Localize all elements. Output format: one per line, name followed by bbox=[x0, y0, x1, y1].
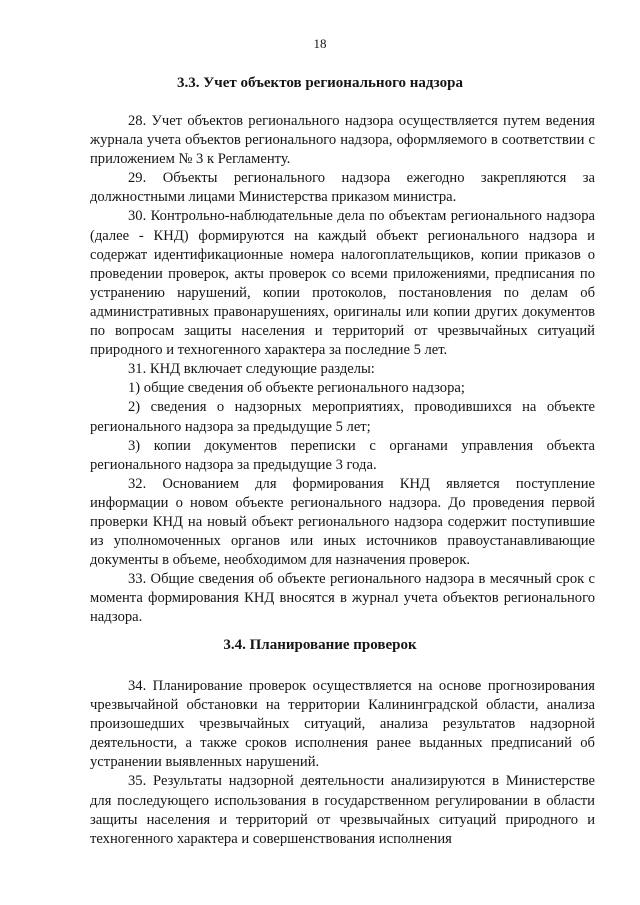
section-3-4-heading: 3.4. Планирование проверок bbox=[223, 637, 417, 653]
paragraph-28: 28. Учет объектов регионального надзора осуществляется путем ведения журнала учета объектов регионального надзора, оформляемого в соответствии с приложением № 3 к Регламенту. bbox=[90, 113, 595, 168]
paragraph-29: 29. Объекты регионального надзора ежегодно закрепляются за должностными лицами Министерства приказом министра. bbox=[90, 170, 595, 206]
section-3-4-body bbox=[90, 677, 595, 849]
paragraph-30: 30. Контрольно-наблюдательные дела по объектам регионального надзора (далее - КНД) формируются на каждый объект регионального надзора и содержат идентификационные номера налогоплательщиков, копии приказов о проведении проверок, акты проверок со всеми приложениями, предписания по устранению нарушений, копии протоколов, постановления по делам об административных правонарушениях, оригиналы или копии других документов по вопросам защиты населения и территорий от чрезвычайных ситуаций природного и техногенного характера за последние 5 лет. bbox=[90, 208, 595, 359]
section-3-3-body bbox=[90, 112, 595, 628]
paragraph-34: 34. Планирование проверок осуществляется на основе прогнозирования чрезвычайной обстановки на территории Калининградской области, анализа произошедших чрезвычайных ситуаций, анализа результатов надзорной деятельности, а также сроков исполнения ранее выданных предписаний об устранении выявленных нарушений. bbox=[90, 678, 595, 771]
list-item-1: 1) общие сведения об объекте регионального надзора; bbox=[128, 380, 465, 397]
paragraph-35: 35. Результаты надзорной деятельности анализируются в Министерстве для последующего использования в государственном регулировании в области защиты населения и территорий от чрезвычайных ситуаций природного и техногенного характера и совершенствования исполнения bbox=[90, 773, 595, 847]
paragraph-32: 32. Основанием для формирования КНД является поступление информации о новом объекте регионального надзора. До проведения первой проверки КНД на новый объект регионального надзора содержит поступившие из уполномоченных органов или иных источников правоустанавливающие документы в объеме, необходимом для назначения проверок. bbox=[90, 475, 595, 569]
page-number: 18 bbox=[313, 36, 327, 51]
paragraph-33: 33. Общие сведения об объекте регионального надзора в месячный срок с момента формирования КНД вносятся в журнал учета объектов регионального надзора. bbox=[90, 571, 595, 626]
list-item-2: 2) сведения о надзорных мероприятиях, проводившихся на объекте регионального надзора за предыдущие 5 лет; bbox=[90, 399, 595, 435]
list-item-3: 3) копии документов переписки с органами управления объекта регионального надзора за предыдущие 3 года. bbox=[90, 437, 595, 473]
paragraph-31: 31. КНД включает следующие разделы: bbox=[128, 361, 375, 378]
section-3-3-heading: 3.3. Учет объектов регионального надзора bbox=[177, 75, 463, 91]
